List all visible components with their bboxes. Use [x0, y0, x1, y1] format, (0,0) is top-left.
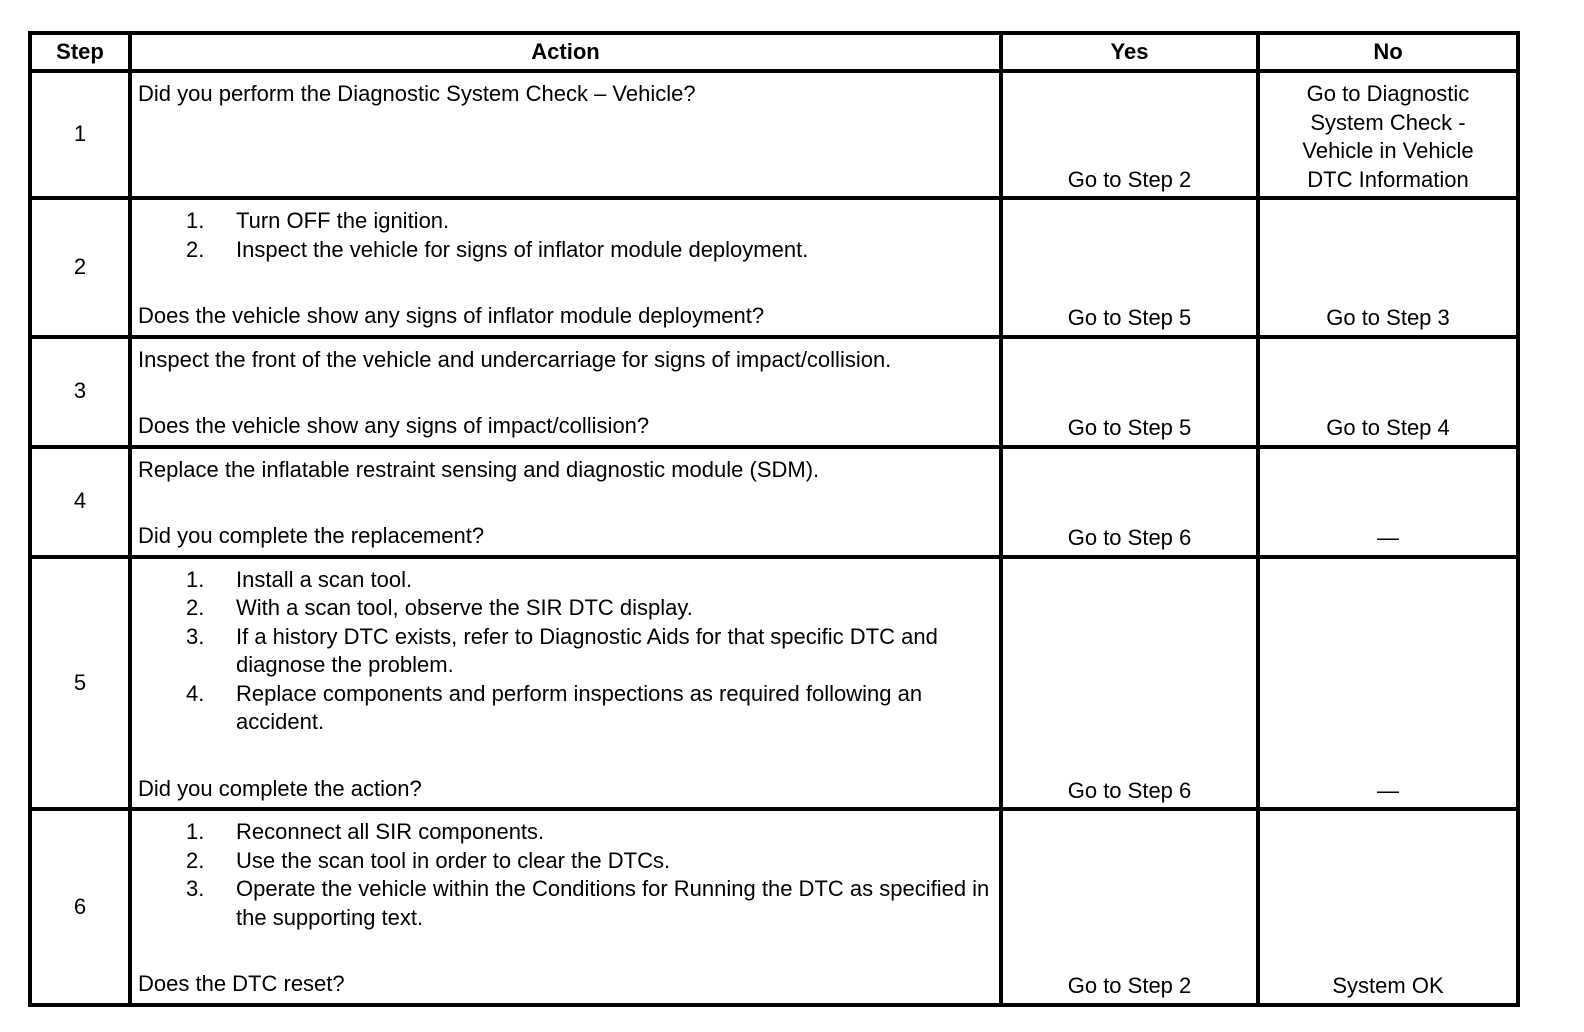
step-number: 1 — [30, 71, 130, 198]
header-action: Action — [130, 33, 1001, 71]
step-question: Does the vehicle show any signs of impact/collision? — [138, 413, 650, 438]
table-row — [30, 447, 1518, 557]
list-item-number: 1. — [186, 208, 205, 233]
list-item — [138, 680, 993, 737]
action-cell — [130, 447, 1001, 557]
no-result-line: Go to Diagnostic — [1306, 81, 1470, 106]
table-row — [30, 557, 1518, 810]
step-question: Does the DTC reset? — [138, 971, 345, 996]
header-row — [30, 33, 1518, 71]
header-yes: Yes — [1001, 33, 1258, 71]
no-result — [1258, 71, 1518, 198]
list-item — [138, 818, 993, 847]
no-result: — — [1258, 557, 1518, 810]
step-question: Did you perform the Diagnostic System Check – Vehicle? — [138, 81, 696, 106]
step-question: Did you complete the replacement? — [138, 523, 485, 548]
header-step: Step — [30, 33, 130, 71]
no-result: Go to Step 3 — [1258, 198, 1518, 337]
step-number: 2 — [30, 198, 130, 337]
list-item — [138, 847, 993, 876]
diagnostic-table-container — [28, 31, 1516, 1007]
yes-result: Go to Step 6 — [1001, 557, 1258, 810]
no-result-line: System Check - — [1310, 109, 1466, 135]
yes-result: Go to Step 5 — [1001, 198, 1258, 337]
list-item-text: If a history DTC exists, refer to Diagnostic Aids for that specific DTC and diagnose the problem. — [236, 623, 938, 677]
list-item-text: Use the scan tool in order to clear the DTCs. — [236, 847, 671, 873]
action-cell — [130, 198, 1001, 337]
diagnostic-table — [28, 31, 1520, 1007]
action-list — [138, 207, 993, 264]
list-item-number: 4. — [186, 680, 205, 706]
no-result: System OK — [1258, 809, 1518, 1005]
list-item — [138, 594, 993, 623]
table-row — [30, 198, 1518, 337]
action-cell — [130, 557, 1001, 810]
action-cell — [130, 337, 1001, 447]
list-item-number: 1. — [186, 566, 205, 592]
step-question: Does the vehicle show any signs of inflator module deployment? — [138, 303, 765, 328]
yes-result: Go to Step 5 — [1001, 337, 1258, 447]
action-cell — [130, 71, 1001, 198]
list-item-text: Turn OFF the ignition. — [236, 208, 450, 233]
header-no: No — [1258, 33, 1518, 71]
list-item — [138, 566, 993, 595]
list-item — [138, 623, 993, 680]
no-result-line: DTC Information — [1307, 166, 1469, 192]
no-result-line: Vehicle in Vehicle — [1302, 138, 1474, 163]
no-result: Go to Step 4 — [1258, 337, 1518, 447]
list-item-text: Operate the vehicle within the Conditions for Running the DTC as specified in the supporting text. — [236, 876, 990, 930]
list-item-number: 3. — [186, 876, 205, 901]
step-number: 4 — [30, 447, 130, 557]
step-instruction: Inspect the front of the vehicle and undercarriage for signs of impact/collision. — [138, 346, 892, 372]
list-item — [138, 236, 993, 265]
list-item-text: With a scan tool, observe the SIR DTC display. — [236, 595, 693, 620]
list-item-number: 1. — [186, 819, 205, 844]
table-row — [30, 809, 1518, 1005]
list-item-number: 2. — [186, 595, 205, 620]
list-item-number: 2. — [186, 847, 205, 873]
list-item — [138, 207, 993, 236]
no-result: — — [1258, 447, 1518, 557]
action-list — [138, 566, 993, 737]
action-list — [138, 818, 993, 932]
list-item-text: Install a scan tool. — [236, 566, 413, 592]
step-number: 6 — [30, 809, 130, 1005]
list-item-number: 2. — [186, 236, 205, 262]
step-number: 3 — [30, 337, 130, 447]
list-item-text: Reconnect all SIR components. — [236, 819, 545, 844]
yes-result: Go to Step 2 — [1001, 809, 1258, 1005]
table-row — [30, 337, 1518, 447]
yes-result: Go to Step 6 — [1001, 447, 1258, 557]
yes-result: Go to Step 2 — [1001, 71, 1258, 198]
action-cell — [130, 809, 1001, 1005]
list-item-number: 3. — [186, 623, 205, 649]
step-question: Did you complete the action? — [138, 775, 422, 801]
list-item — [138, 875, 993, 932]
list-item-text: Replace components and perform inspections as required following an accident. — [236, 680, 923, 734]
step-instruction: Replace the inflatable restraint sensing and diagnostic module (SDM). — [138, 456, 820, 482]
table-row — [30, 71, 1518, 198]
list-item-text: Inspect the vehicle for signs of inflator module deployment. — [236, 236, 809, 262]
step-number: 5 — [30, 557, 130, 810]
